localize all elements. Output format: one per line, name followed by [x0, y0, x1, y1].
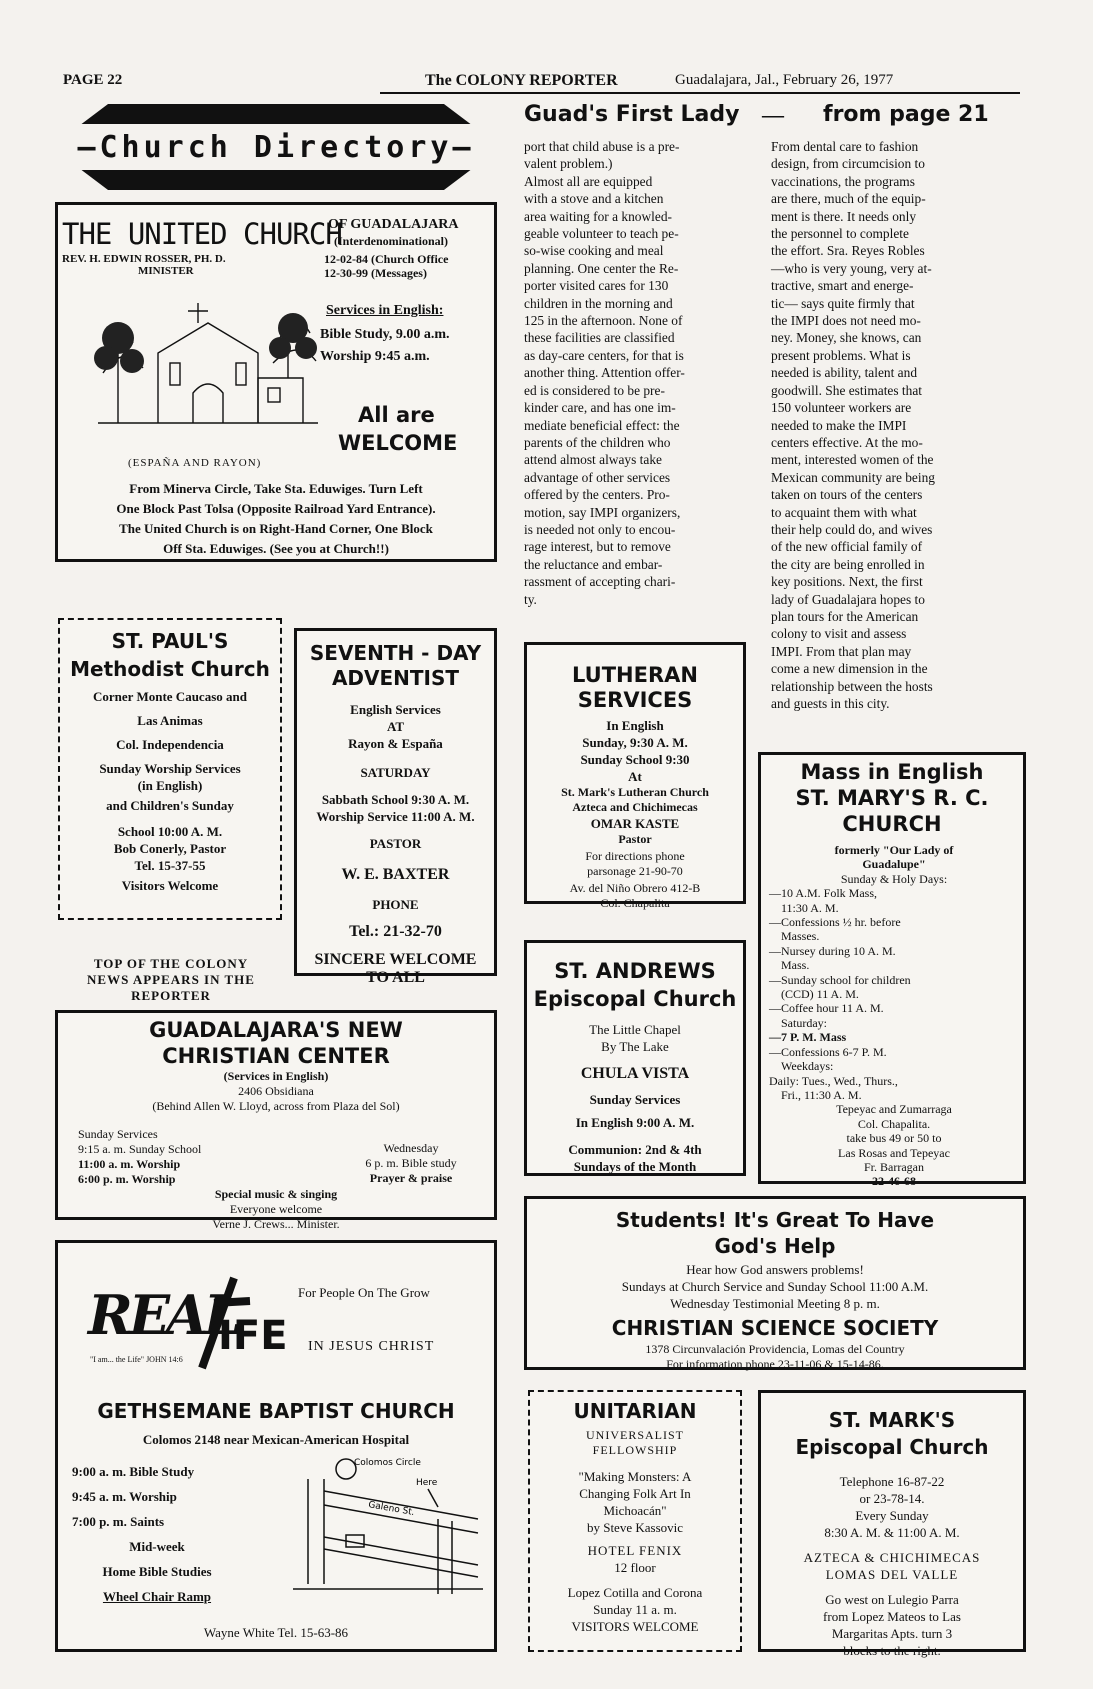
st-marks-body — [761, 1407, 1023, 1659]
center-title: GUADALAJARA'S NEW — [149, 1018, 403, 1042]
st-marys-line: (CCD) 11 A. M. — [781, 987, 859, 1002]
logo-ife: IFE — [218, 1313, 288, 1359]
st-marys-line: —10 A.M. Folk Mass, — [769, 886, 878, 901]
center-sunday-line: Sunday Services — [78, 1127, 158, 1141]
lutheran-line: For directions phone — [585, 849, 685, 863]
st-marys-line: 22-46-68 — [872, 1174, 916, 1189]
article-headline — [518, 102, 1058, 134]
st-marys-line: 11:30 A. M. — [781, 900, 839, 915]
st-marys-schedule — [769, 843, 1019, 1189]
unitarian-line: Michoacán" — [603, 1503, 667, 1518]
unitarian-body — [530, 1398, 740, 1635]
schedule-line: 7:00 p. m. Saints — [72, 1514, 165, 1529]
center-wed-line: 6 p. m. Bible study — [365, 1156, 457, 1170]
adventist-line: Worship Service 11:00 A. M. — [316, 809, 475, 824]
article-line: colony to visit and assess — [771, 626, 907, 642]
article-line: these facilities are classified — [524, 330, 675, 346]
article-line: and guests in this city. — [771, 696, 890, 711]
st-andrews-location: CHULA VISTA — [580, 1065, 690, 1082]
article-line: their help could do, and wives — [771, 521, 933, 537]
christian-center-ad — [55, 1010, 497, 1231]
st-andrews-line: The Little Chapel — [589, 1022, 681, 1037]
united-phone-2: 12-30-99 (Messages) — [324, 266, 427, 280]
science-headline: Students! It's Great To Have — [615, 1208, 935, 1232]
article-line: needed is ability, talent and — [771, 365, 918, 381]
st-marks-title: ST. MARK'S — [828, 1408, 956, 1432]
st-andrews-subtitle: Episcopal Church — [533, 987, 737, 1011]
christian-science-ad — [524, 1196, 1026, 1370]
st-marks-line: Telephone 16-87-22 — [839, 1474, 945, 1489]
st-marks-line: or 23-78-14. — [859, 1491, 925, 1506]
location-map — [288, 1449, 488, 1599]
st-andrews-line: Communion: 2nd & 4th — [568, 1142, 702, 1157]
united-name: THE UNITED CHURCH — [62, 217, 342, 251]
center-line: 2406 Obsidiana — [238, 1084, 314, 1098]
lutheran-title: LUTHERAN — [572, 663, 698, 687]
article-line: vaccinations, the programs — [771, 173, 915, 189]
science-line: 1378 Circunvalación Providencia, Lomas del Country — [645, 1342, 905, 1356]
article-line: needed to make the IMPI — [771, 417, 907, 433]
united-directions — [66, 479, 486, 559]
st-andrews-title: ST. ANDREWS — [554, 959, 716, 983]
schedule-line: 9:00 a. m. Bible Study — [72, 1464, 195, 1479]
article-column-2 — [771, 138, 1007, 712]
top-news-line: TOP OF THE COLONY — [93, 956, 249, 971]
science-line: Wednesday Testimonial Meeting 8 p. m. — [670, 1296, 880, 1311]
article-line: another thing. Attention offer- — [524, 365, 685, 381]
article-line: IMPI. From that plan may — [771, 643, 912, 659]
adventist-line: English Services — [350, 702, 441, 717]
st-marks-line: Margaritas Apts. turn 3 — [831, 1626, 953, 1641]
st-marys-line: —Confessions ½ hr. before — [769, 915, 901, 930]
article-line: the city are being enrolled in — [771, 556, 925, 572]
article-line: Almost all are equipped — [524, 173, 653, 189]
science-society: CHRISTIAN SCIENCE SOCIETY — [611, 1316, 939, 1340]
center-line: (Services in English) — [223, 1069, 329, 1083]
center-line: (Behind Allen W. Lloyd, across from Plaza del Sol) — [152, 1099, 400, 1113]
article-line: port that child abuse is a pre- — [524, 139, 680, 154]
article-line: rassment of accepting chari- — [524, 574, 676, 590]
article-line: ment is there. It needs only — [771, 208, 917, 224]
article-line: to acquaint them with what — [771, 504, 917, 520]
unitarian-line: "Making Monsters: A — [578, 1469, 692, 1484]
lutheran-line: St. Mark's Lutheran Church — [561, 785, 709, 799]
article-line: geable volunteer to teach pe- — [524, 226, 679, 242]
st-marks-line: Go west on Lulegio Parra — [825, 1592, 959, 1607]
article-line: ney. Money, she knows, can — [771, 330, 922, 346]
adventist-subtitle: ADVENTIST — [331, 666, 460, 690]
services-title: Services in English: — [326, 303, 444, 318]
article-line: valent problem.) — [524, 156, 613, 172]
church-illustration — [88, 283, 328, 433]
christian-science-body — [527, 1207, 1023, 1372]
adventist-line: Sabbath School 9:30 A. M. — [321, 792, 470, 807]
article-line: plan tours for the American — [771, 608, 919, 624]
adventist-line: SATURDAY — [360, 765, 431, 780]
united-phone-1: 12-02-84 (Church Office — [324, 252, 449, 266]
st-andrews-body — [527, 957, 743, 1175]
direction-line: Off Sta. Eduwiges. (See you at Church!!) — [163, 541, 389, 556]
st-marys-line: —7 P. M. Mass — [769, 1030, 847, 1045]
center-footer — [58, 1187, 494, 1232]
st-marys-line: Masses. — [781, 929, 820, 944]
st-marys-line: —Nursey during 10 A. M. — [769, 943, 896, 958]
adventist-pastor: W. E. BAXTER — [341, 866, 450, 883]
center-sunday-line: 11:00 a. m. Worship — [78, 1157, 181, 1171]
lutheran-line: Col. Chapalita — [600, 896, 670, 910]
christian-center-body — [58, 1017, 494, 1114]
top-news-line: NEWS APPEARS IN THE — [87, 972, 255, 987]
center-sunday-line: 6:00 p. m. Worship — [78, 1172, 176, 1186]
united-church-ad — [55, 202, 497, 562]
article-line: 125 in the afternoon. None of — [524, 313, 683, 329]
unitarian-ad — [528, 1390, 742, 1652]
center-sunday — [78, 1127, 278, 1187]
st-andrews-line: Sundays of the Month — [573, 1159, 697, 1174]
st-marys-church: CHURCH — [842, 812, 942, 836]
st-marys-mass: Mass in English — [800, 760, 984, 784]
st-marks-subtitle: Episcopal Church — [795, 1435, 989, 1459]
st-marks-line: Every Sunday — [855, 1508, 929, 1523]
dateline: Guadalajara, Jal., February 26, 1977 — [675, 72, 894, 88]
direction-line: The United Church is on Right-Hand Corner, One Block — [119, 521, 433, 536]
st-marys-line: Mass. — [781, 958, 810, 973]
united-rev: REV. H. EDWIN ROSSER, PH. D. — [62, 253, 226, 265]
unitarian-line: Changing Folk Art In — [579, 1486, 691, 1501]
article-line: come a new dimension in the — [771, 661, 928, 677]
lutheran-line: In English — [606, 718, 664, 733]
lutheran-line: Av. del Niño Obrero 412-B — [569, 881, 701, 895]
article-line: the reluctance and embar- — [524, 556, 663, 572]
unitarian-line: VISITORS WELCOME — [571, 1619, 699, 1634]
united-caption: (ESPAÑA AND RAYON) — [128, 457, 262, 469]
map-label-street: Galeno St. — [367, 1500, 416, 1519]
article-line: taken on tours of the centers — [771, 487, 923, 503]
center-wednesday — [326, 1141, 496, 1186]
article-line: motion, say IMPI organizers, — [524, 504, 681, 520]
st-marys-line: Tepeyac and Zumarraga — [836, 1102, 952, 1117]
article-line: the personnel to complete — [771, 226, 909, 242]
article-column-1 — [524, 138, 760, 608]
st-marys-line: Guadalupe" — [862, 857, 926, 872]
unitarian-title: UNITARIAN — [573, 1399, 697, 1423]
real-life-logo — [88, 1273, 288, 1383]
banner-bottom-bar — [55, 170, 497, 190]
center-footer-line: Special music & singing — [214, 1187, 338, 1201]
services-worship: Worship 9:45 a.m. — [320, 349, 430, 364]
unitarian-line: Lopez Cotilla and Corona — [567, 1585, 703, 1600]
headline-right: from page 21 — [823, 102, 989, 127]
center-wed-line: Wednesday — [383, 1141, 439, 1155]
gethsemane-ad — [55, 1240, 497, 1652]
st-andrews-ad — [524, 940, 746, 1176]
adventist-ad — [294, 628, 497, 986]
adventist-line: PASTOR — [369, 836, 422, 851]
all-are: All are — [358, 403, 435, 427]
science-line: For information phone 23-11-06 & 15-14-86. — [666, 1357, 884, 1371]
services-bible: Bible Study, 9.00 a.m. — [320, 327, 450, 342]
schedule-line: 9:45 a. m. Worship — [72, 1489, 177, 1504]
lutheran-line: Pastor — [618, 832, 652, 846]
article-line: centers effective. At the mo- — [771, 434, 923, 450]
lutheran-ad — [524, 642, 746, 910]
st-marks-line: LOMAS DEL VALLE — [825, 1567, 959, 1582]
st-marks-line: AZTECA & CHICHIMECAS — [803, 1550, 981, 1565]
unitarian-line: HOTEL FENIX — [587, 1543, 683, 1558]
adventist-welcome: SINCERE WELCOME — [314, 951, 477, 968]
gethsemane-schedule — [72, 1459, 262, 1609]
article-line: mediate beneficial effect: the — [524, 417, 680, 433]
article-line: present problems. What is — [771, 347, 911, 363]
article-line: as day-care centers, for that is — [524, 347, 684, 363]
st-marys-line: take bus 49 or 50 to — [846, 1131, 942, 1146]
lutheran-line: Sunday, 9:30 A. M. — [582, 735, 688, 750]
article-line: so-wise cooking and meal — [524, 243, 664, 259]
adventist-body — [297, 641, 494, 987]
article-line: is needed not only to encou- — [524, 521, 676, 537]
gethsemane-name: GETHSEMANE BAPTIST CHURCH — [97, 1399, 455, 1423]
lutheran-line: parsonage 21-90-70 — [587, 864, 683, 878]
st-andrews-line: In English 9:00 A. M. — [575, 1115, 695, 1130]
st-pauls-line: Bob Conerly, Pastor — [113, 841, 227, 856]
gethsemane-address: Colomos 2148 near Mexican-American Hospital — [142, 1432, 410, 1447]
unitarian-line: UNIVERSALIST — [586, 1428, 684, 1442]
article-line: porter visited cares for 130 — [524, 278, 669, 294]
unitarian-line: Sunday 11 a. m. — [593, 1602, 677, 1617]
top-news-note — [60, 956, 282, 1004]
in-jesus: IN JESUS CHRIST — [308, 1339, 435, 1354]
lutheran-line: Sunday School 9:30 — [580, 752, 690, 767]
adventist-title: SEVENTH - DAY — [309, 641, 482, 665]
st-marys-line: —Coffee hour 11 A. M. — [769, 1001, 884, 1016]
st-marks-line: from Lopez Mateos to Las — [823, 1609, 961, 1624]
direction-line: One Block Past Tolsa (Opposite Railroad Yard Entrance). — [116, 501, 436, 516]
st-pauls-line: Tel. 15-37-55 — [134, 858, 206, 873]
center-subtitle: CHRISTIAN CENTER — [162, 1044, 390, 1068]
st-marys-body — [761, 759, 1023, 837]
st-marys-line: Fr. Barragan — [864, 1159, 924, 1174]
lutheran-line: At — [628, 769, 642, 784]
adventist-phone: Tel.: 21-32-70 — [349, 923, 442, 940]
adventist-line: Rayon & España — [348, 736, 443, 751]
st-pauls-line: Visitors Welcome — [121, 878, 219, 893]
lutheran-line: Azteca and Chichimecas — [572, 800, 698, 814]
article-line: tractive, smart and energe- — [771, 278, 914, 294]
article-line: of the new official family of — [771, 539, 923, 555]
schedule-line: Home Bible Studies — [102, 1564, 212, 1579]
directory-banner — [55, 104, 497, 190]
direction-line: From Minerva Circle, Take Sta. Eduwiges. Turn Left — [129, 481, 423, 496]
united-inter: (Interdenominational) — [334, 234, 448, 248]
st-marys-line: Sunday & Holy Days: — [840, 871, 948, 886]
adventist-line: AT — [386, 719, 405, 734]
masthead-rule — [380, 92, 1020, 94]
article-line: design, from circumcision to — [771, 156, 925, 172]
st-marys-line: Weekdays: — [781, 1059, 834, 1074]
article-line: parents of the children who — [524, 434, 671, 450]
banner-top-bar — [55, 104, 497, 124]
map-label-here: Here — [416, 1478, 438, 1488]
article-line: rage interest, but to remove — [524, 539, 671, 555]
welcome: WELCOME — [338, 431, 458, 455]
article-line: offered by the centers. Pro- — [524, 487, 670, 503]
center-sunday-line: 9:15 a. m. Sunday School — [78, 1142, 202, 1156]
st-marys-line: Daily: Tues., Wed., Thurs., — [769, 1073, 898, 1088]
schedule-line: Wheel Chair Ramp — [102, 1589, 212, 1604]
article-line: the IMPI does not need mo- — [771, 313, 921, 329]
headline-dash: — — [762, 102, 784, 127]
st-pauls-body — [60, 628, 280, 894]
lutheran-body — [527, 663, 743, 911]
st-marys-title: ST. MARY'S R. C. — [795, 786, 989, 810]
for-people: For People On The Grow — [298, 1285, 430, 1300]
article-line: —who is very young, very at- — [771, 260, 932, 276]
st-pauls-line: Sunday Worship Services — [99, 761, 241, 776]
st-marys-line: formerly "Our Lady of — [834, 843, 954, 857]
article-line: are there, much of the equip- — [771, 191, 926, 207]
st-andrews-line: By The Lake — [601, 1039, 669, 1054]
article-line: area waiting for a knowled- — [524, 208, 672, 224]
st-pauls-line: Corner Monte Caucaso and — [93, 689, 247, 704]
center-wed-line: Prayer & praise — [369, 1171, 453, 1185]
article-line: with a stove and a kitchen — [524, 191, 664, 207]
unitarian-line: 12 floor — [614, 1560, 656, 1575]
unitarian-line: FELLOWSHIP — [592, 1443, 678, 1457]
united-of: OF GUADALAJARA — [328, 217, 459, 232]
st-andrews-line: Sunday Services — [589, 1092, 681, 1107]
st-pauls-subtitle: Methodist Church — [70, 657, 270, 681]
lutheran-subtitle: SERVICES — [577, 688, 693, 712]
masthead — [55, 64, 1055, 94]
page-number: PAGE 22 — [63, 72, 123, 88]
science-line: Hear how God answers problems! — [686, 1262, 864, 1277]
article-line: planning. One center the Re- — [524, 260, 679, 276]
st-pauls-line: and Children's Sunday — [106, 798, 234, 813]
st-marys-line: Saturday: — [781, 1015, 827, 1030]
science-line: Sundays at Church Service and Sunday School 11:00 A.M. — [621, 1279, 929, 1294]
article-line: kinder care, and has one im- — [524, 400, 676, 416]
adventist-line: PHONE — [372, 897, 419, 912]
article-line: advantage of other services — [524, 469, 671, 485]
united-minister: MINISTER — [138, 265, 194, 277]
logo-real: REAL — [88, 1283, 238, 1347]
st-marys-ad — [758, 752, 1026, 1189]
st-marys-line: Las Rosas and Tepeyac — [838, 1145, 950, 1160]
top-news-line: REPORTER — [131, 988, 211, 1003]
map-label-circle: Colomos Circle — [354, 1458, 421, 1468]
article-line: key positions. Next, the first — [771, 574, 923, 590]
st-marys-line: Fri., 11:30 A. M. — [781, 1087, 862, 1102]
article-line: From dental care to fashion — [771, 139, 919, 154]
adventist-welcome-2: TO ALL — [366, 969, 425, 986]
st-pauls-line: Col. Independencia — [116, 737, 224, 752]
paper-name: The COLONY REPORTER — [425, 72, 618, 89]
st-pauls-line: Las Animas — [137, 713, 203, 728]
st-marys-line: —Confessions 6-7 P. M. — [769, 1044, 887, 1059]
st-pauls-ad — [58, 618, 282, 920]
schedule-line: Mid-week — [129, 1539, 185, 1554]
center-footer-line: Everyone welcome — [229, 1202, 323, 1216]
st-marys-line: —Sunday school for children — [769, 972, 911, 987]
st-pauls-line: School 10:00 A. M. — [117, 824, 223, 839]
article-line: relationship between the hosts — [771, 678, 933, 694]
headline-left: Guad's First Lady — [524, 102, 740, 127]
lutheran-line: OMAR KASTE — [590, 816, 680, 831]
st-pauls-line: (in English) — [137, 778, 203, 793]
directory-title: —Church Directory— — [77, 130, 475, 165]
article-line: ment, interested women of the — [771, 452, 934, 468]
st-marks-line: blocks to the right. — [843, 1643, 941, 1658]
center-footer-line: Verne J. Crews... Minister. — [212, 1217, 340, 1231]
st-marks-ad — [758, 1390, 1026, 1658]
article-line: the effort. Sra. Reyes Robles — [771, 243, 925, 259]
article-line: Mexican community are being — [771, 469, 935, 485]
article-line: lady of Guadalajara hopes to — [771, 591, 925, 607]
article-line: goodwill. She estimates that — [771, 382, 922, 398]
article-line: tic— says quite firmly that — [771, 295, 915, 311]
st-marks-line: 8:30 A. M. & 11:00 A. M. — [824, 1525, 960, 1540]
gethsemane-footer: Wayne White Tel. 15-63-86 — [203, 1625, 349, 1640]
article-line: 150 volunteer workers are — [771, 400, 912, 416]
unitarian-line: by Steve Kassovic — [586, 1520, 684, 1535]
logo-small: "I am... the Life" JOHN 14:6 — [90, 1355, 183, 1364]
article-line: ty. — [524, 591, 537, 607]
article-line: attend almost always take — [524, 452, 662, 468]
science-headline-2: God's Help — [714, 1234, 836, 1258]
st-pauls-title: ST. PAUL'S — [111, 629, 229, 653]
article-line: ed is considered to be pre- — [524, 382, 665, 398]
article-line: children in the morning and — [524, 295, 673, 311]
st-marys-line: Col. Chapalita. — [857, 1116, 931, 1131]
